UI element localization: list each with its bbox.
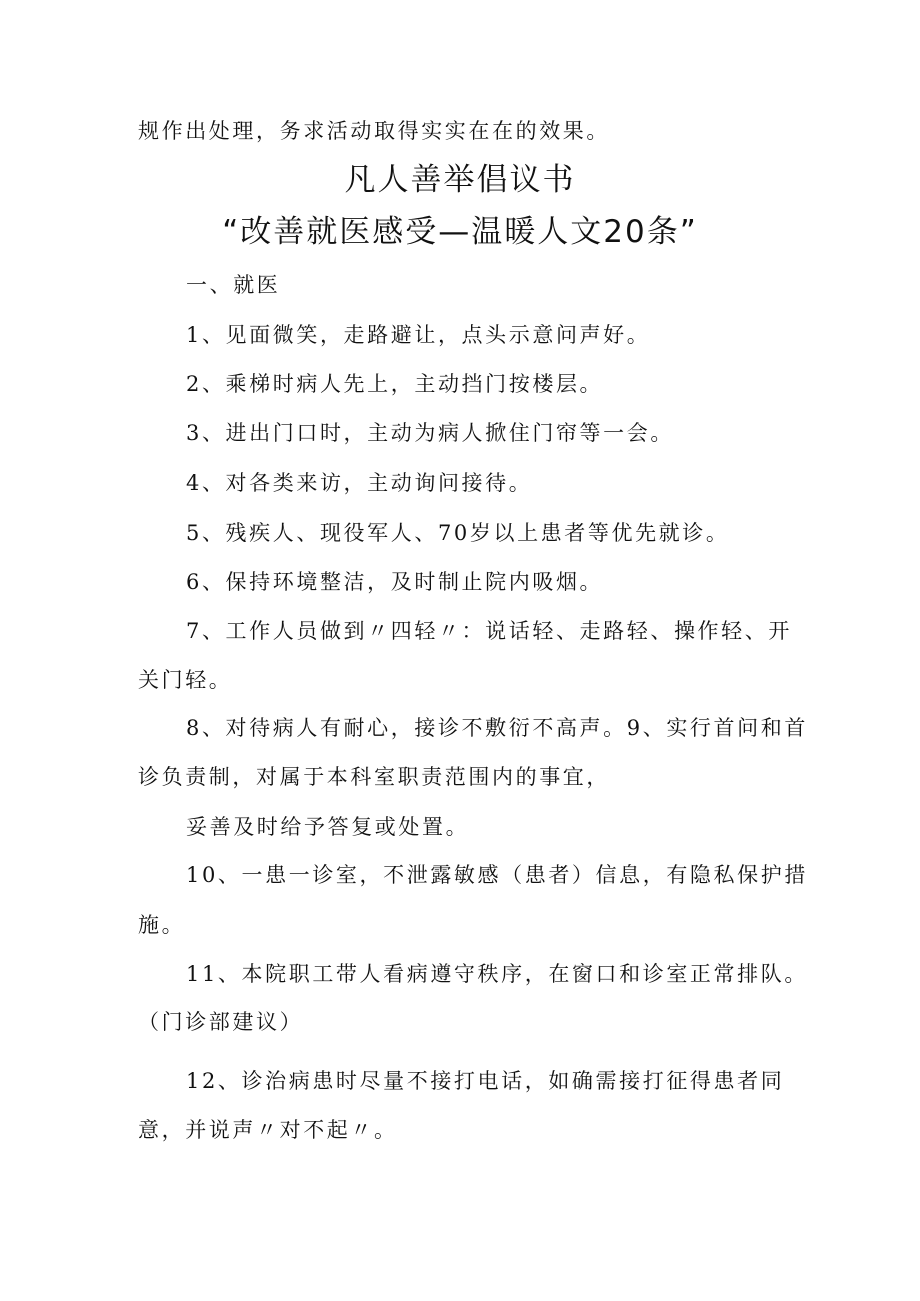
item-7: 7、工作人员做到〃四轻〃：说话轻、走路轻、操作轻、开 (186, 619, 792, 643)
item-9-continued-2: 妥善及时给予答复或处置。 (186, 815, 470, 839)
item-11: 11、本院职工带人看病遵守秩序，在窗口和诊室正常排队。 (186, 962, 808, 986)
item-12: 12、诊治病患时尽量不接打电话，如确需接打征得患者同 (186, 1069, 785, 1093)
document-title: 凡人善举倡议书 (344, 162, 576, 198)
item-3: 3、进出门口时，主动为病人掀住门帘等一会。 (186, 421, 674, 445)
item-1: 1、见面微笑，走路避让，点头示意问声好。 (186, 323, 651, 347)
item-10-continued: 施。 (138, 913, 186, 937)
intro-tail-text: 规作出处理，务求活动取得实实在在的效果。 (138, 119, 610, 143)
item-6: 6、保持环境整洁，及时制止院内吸烟。 (186, 570, 604, 594)
item-4: 4、对各类来访，主动询问接待。 (186, 471, 533, 495)
item-9-continued: 诊负责制，对属于本科室职责范围内的事宜， (138, 765, 610, 789)
item-8-9: 8、对待病人有耐心，接诊不敷衍不高声。9、实行首问和首 (186, 716, 808, 740)
section-heading: 一、就医 (186, 273, 281, 297)
item-11-continued: （门诊部建议） (138, 1010, 304, 1034)
document-subtitle: “改善就医感受—温暖人文20条” (222, 214, 698, 250)
item-12-continued: 意，并说声〃对不起〃。 (138, 1118, 398, 1142)
item-5: 5、残疾人、现役军人、70岁以上患者等优先就诊。 (186, 521, 730, 545)
item-2: 2、乘梯时病人先上，主动挡门按楼层。 (186, 372, 604, 396)
item-7-continued: 关门轻。 (138, 668, 233, 692)
item-10: 10、一患一诊室，不泄露敏感（患者）信息，有隐私保护措 (186, 863, 808, 887)
